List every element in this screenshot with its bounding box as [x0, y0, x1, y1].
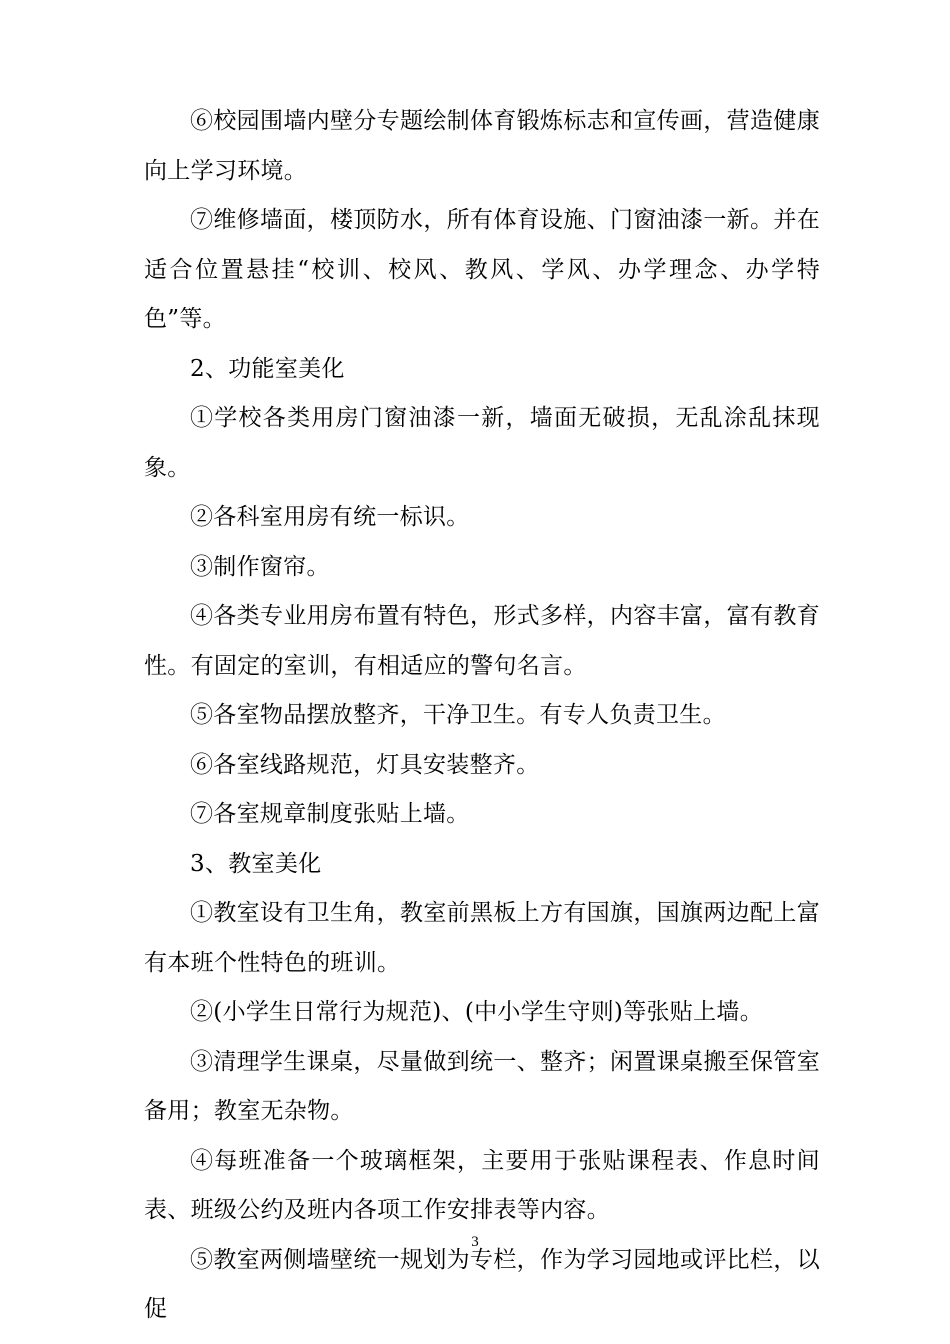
document-body	[144, 97, 820, 1335]
paragraph-classroom-flag: ①教室设有卫生角，教室前黑板上方有国旗，国旗两边配上富有本班个性特色的班训。	[144, 900, 820, 976]
paragraph-classroom-codes: ②(小学生日常行为规范)、(中小学生守则)等张贴上墙。	[190, 999, 763, 1025]
paragraph-room-signage: ②各科室用房有统一标识。	[190, 504, 470, 530]
paragraph-classroom-frame: ④每班准备一个玻璃框架，主要用于张贴课程表、作息时间表、班级公约及班内各项工作安排表等内容。	[144, 1147, 820, 1223]
paragraph-campus-wall-painting: ⑥校园围墙内壁分专题绘制体育锻炼标志和宣传画，营造健康向上学习环境。	[144, 108, 820, 184]
paragraph-room-wiring: ⑥各室线路规范，灯具安装整齐。	[190, 751, 540, 778]
paragraph-classroom-walls: ⑤教室两侧墙壁统一规划为专栏，作为学习园地或评比栏，以促	[144, 1246, 820, 1322]
paragraph-curtains: ③制作窗帘。	[190, 553, 330, 580]
paragraph-room-doors: ①学校各类用房门窗油漆一新，墙面无破损，无乱涂乱抹现象。	[144, 405, 820, 481]
paragraph-classroom-desks: ③清理学生课桌，尽量做到统一、整齐；闲置课桌搬至保管室备用；教室无杂物。	[144, 1048, 820, 1124]
section-heading-classrooms: 3、教室美化	[190, 850, 322, 877]
paragraph-wall-repair: ⑦维修墙面，楼顶防水，所有体育设施、门窗油漆一新。并在适合位置悬挂“校训、校风、教风、学风、办学理念、办学特色”等。	[144, 207, 820, 332]
paragraph-room-tidiness: ⑤各室物品摆放整齐，干净卫生。有专人负责卫生。	[190, 702, 726, 728]
paragraph-specialty-rooms: ④各类专业用房布置有特色，形式多样，内容丰富，富有教育性。有固定的室训，有相适应的警句名言。	[144, 603, 820, 679]
page-number: 3	[471, 1234, 479, 1250]
section-heading-function-rooms: 2、功能室美化	[190, 355, 345, 382]
paragraph-room-rules: ⑦各室规章制度张贴上墙。	[190, 801, 470, 827]
